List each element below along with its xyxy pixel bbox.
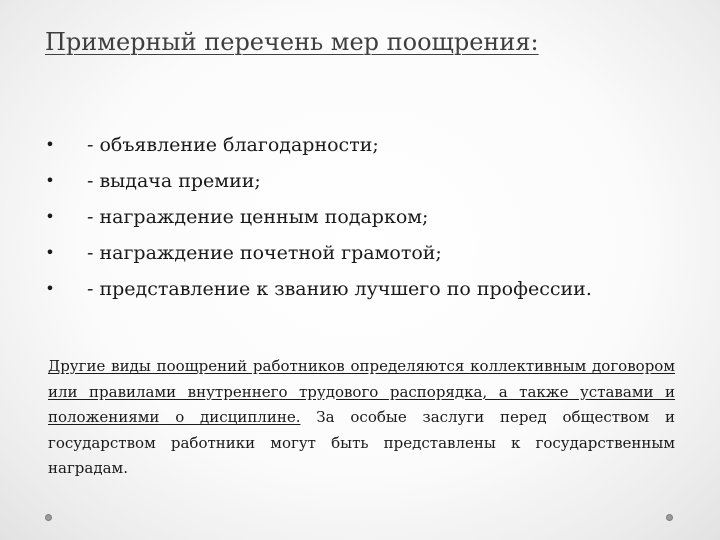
explanatory-paragraph <box>48 354 675 482</box>
list-item <box>42 199 692 235</box>
decorative-dot-icon <box>45 514 52 521</box>
list-item <box>42 163 692 199</box>
bullet-icon: • <box>45 171 55 190</box>
list-item-text: - награждение почетной грамотой; <box>87 242 442 264</box>
list-item-text: - представление к званию лучшего по профессии. <box>87 278 592 300</box>
list-item-text: - объявление благодарности; <box>87 134 379 156</box>
decorative-dot-icon <box>666 514 673 521</box>
list-item-text: - награждение ценным подарком; <box>87 206 429 228</box>
list-item-text: - выдача премии; <box>87 170 261 192</box>
bullet-icon: • <box>45 279 55 298</box>
bullet-icon: • <box>45 207 55 226</box>
paragraph-underlined-text: Другие виды поощрений работников определяются коллективным договором или правилами внутреннего трудового распорядка, а также уставами и положениями о дисциплине. <box>48 357 675 426</box>
measures-list <box>42 127 692 307</box>
slide-title: Примерный перечень мер поощрения: <box>45 28 539 56</box>
paragraph-plain-text: За особые заслуги перед обществом и государством работники могут быть представлены к государственным наградам. <box>48 408 675 477</box>
bullet-icon: • <box>45 243 55 262</box>
bullet-icon: • <box>45 135 55 154</box>
list-item <box>42 235 692 271</box>
list-item <box>42 127 692 163</box>
list-item <box>42 271 692 307</box>
